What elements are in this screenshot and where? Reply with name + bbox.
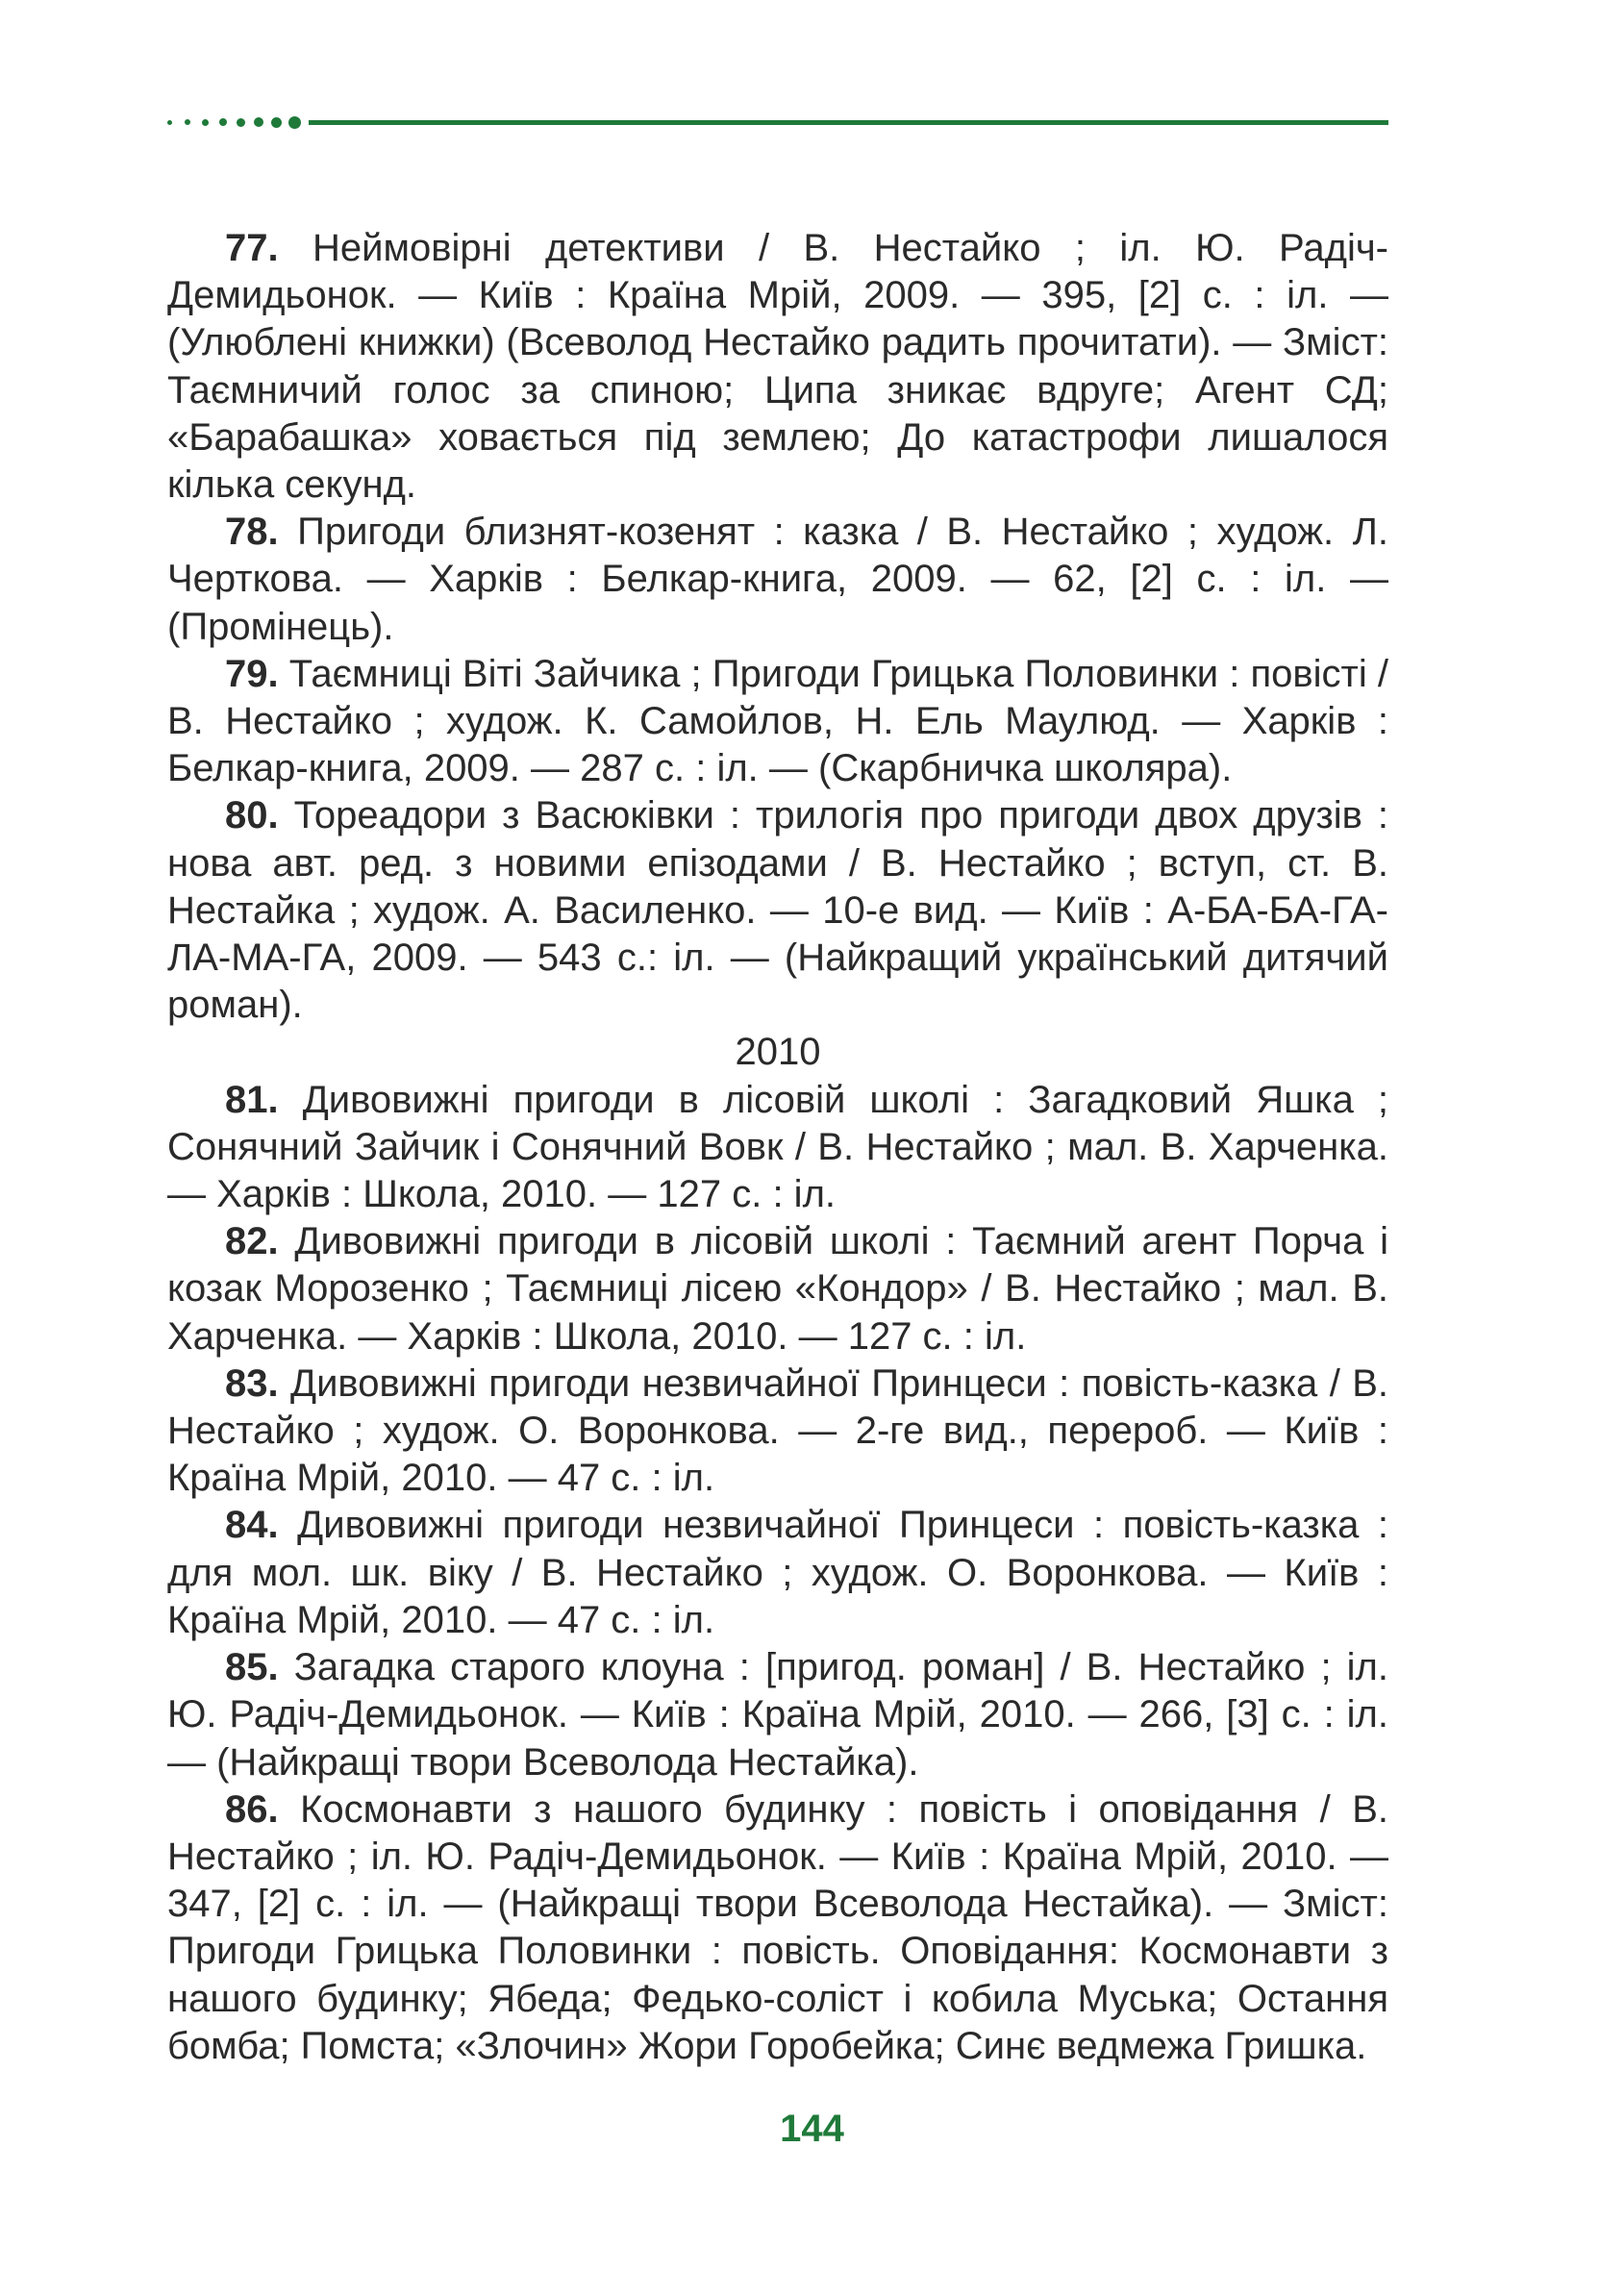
bibliography-entry-85: [167, 1644, 1388, 1786]
entry-number: 82.: [225, 1220, 279, 1263]
page-number: 144: [780, 2108, 844, 2150]
entry-number: 79.: [225, 652, 279, 695]
rule-dot: [219, 118, 227, 126]
rule-dot: [167, 120, 172, 125]
entry-text: Дивовижні пригоди незвичайної Принцеси : повість-казка : для мол. шк. віку / В. Нестайко ; худож. О. Воронкова. — Київ : Країна Мрій, 2010. — 47 с. : іл.: [167, 1504, 1388, 1641]
bibliography-entry-80: [167, 792, 1388, 1029]
entry-number: 80.: [225, 794, 279, 837]
entry-text: Тореадори з Васюківки : трилогія про пригоди двох друзів : нова авт. ред. з новими епізодами / В. Нестайко ; вступ, ст. В. Нестайка ; худож. А. Василенко. — 10-е вид. — Київ : А-БА-БА-ГА-ЛА-МА-ГА, 2009. — 543 с.: іл. — (Найкращий український дитячий роман).: [167, 794, 1388, 1027]
rule-dot: [288, 116, 301, 129]
bibliography-entry-82: [167, 1218, 1388, 1361]
entry-number: 81.: [225, 1078, 279, 1121]
entry-text: Неймовірні детективи / В. Нестайко ; іл. Ю. Радіч-Демидьонок. — Київ : Країна Мрій, 2009. — 395, [2] с. : іл. — (Улюблені книжки) (Всеволод Нестайко радить прочитати). — Зміст: Таємничий голос за спиною; Ципа зникає вдруге; Агент СД; «Барабашка» ховається під землею; До катастрофи лишалося кілька секунд.: [167, 227, 1388, 507]
bibliography-entry-77: [167, 225, 1388, 509]
entry-text: Загадка старого клоуна : [пригод. роман] / В. Нестайко ; іл. Ю. Радіч-Демидьонок. — Київ : Країна Мрій, 2010. — 266, [3] с. : іл. — (Найкращі твори Всеволода Нестайка).: [167, 1646, 1388, 1784]
entry-text: Дивовижні пригоди в лісовій школі : Загадковий Яшка ; Сонячний Зайчик і Сонячний Вовк / В. Нестайко ; мал. В. Харченка. — Харків : Школа, 2010. — 127 с. : іл.: [167, 1078, 1388, 1216]
bibliography-entry-79: [167, 651, 1388, 793]
entry-text: Дивовижні пригоди незвичайної Принцеси : повість-казка / В. Нестайко ; худож. О. Воронкова. — 2-ге вид., перероб. — Київ : Країна Мрій, 2010. — 47 с. : іл.: [167, 1361, 1388, 1500]
rule-dot: [271, 117, 282, 128]
rule-dot: [237, 118, 245, 127]
rule-dot: [254, 117, 263, 127]
entry-number: 84.: [225, 1504, 279, 1547]
header-dotted-rule: [167, 112, 1388, 132]
entry-number: 83.: [225, 1361, 279, 1405]
header-rule-line: [309, 120, 1388, 125]
year-heading: 2010: [735, 1031, 821, 1074]
entry-text: Дивовижні пригоди в лісовій школі : Таємний агент Порча і козак Морозенко ; Таємниці лісею «Кондор» / В. Нестайко ; мал. В. Харченка. — Харків : Школа, 2010. — 127 с. : іл.: [167, 1220, 1388, 1358]
bibliography-entry-81: [167, 1077, 1388, 1219]
rule-dot: [185, 119, 190, 125]
bibliography-entry-86: [167, 1786, 1388, 2070]
bibliography-entry-83: [167, 1361, 1388, 1503]
entry-number: 77.: [225, 227, 279, 269]
entry-text: Пригоди близнят-козенят : казка / В. Нестайко ; худож. Л. Черткова. — Харків : Белкар-книга, 2009. — 62, [2] с. : іл. — (Промінець).: [167, 511, 1388, 648]
entry-text: Таємниці Віті Зайчика ; Пригоди Грицька Половинки : повісті / В. Нестайко ; худож. К. Самойлов, Н. Ель Маулюд. — Харків : Белкар-книга, 2009. — 287 с. : іл. — (Скарбничка школяра).: [167, 652, 1389, 790]
bibliography-entry-84: [167, 1502, 1388, 1644]
entry-number: 85.: [225, 1646, 279, 1689]
entry-number: 78.: [225, 511, 279, 554]
bibliography-list: [167, 225, 1388, 2070]
entry-number: 86.: [225, 1787, 279, 1831]
bibliography-entry-78: [167, 509, 1388, 651]
rule-dot: [202, 119, 209, 126]
entry-text: Космонавти з нашого будинку : повість і оповідання / В. Нестайко ; іл. Ю. Радіч-Демидьонок. — Київ : Країна Мрій, 2010. — 347, [2] с. : іл. — (Найкращі твори Всеволода Нестайка). — Зміст: Пригоди Грицька Половинки : повість. Оповідання: Космонавти з нашого будинку; Ябеда; Федько-соліст і кобила Муська; Остання бомба; Помста; «Злочин» Жори Горобейка; Синє ведмежа Гришка.: [167, 1787, 1388, 2067]
